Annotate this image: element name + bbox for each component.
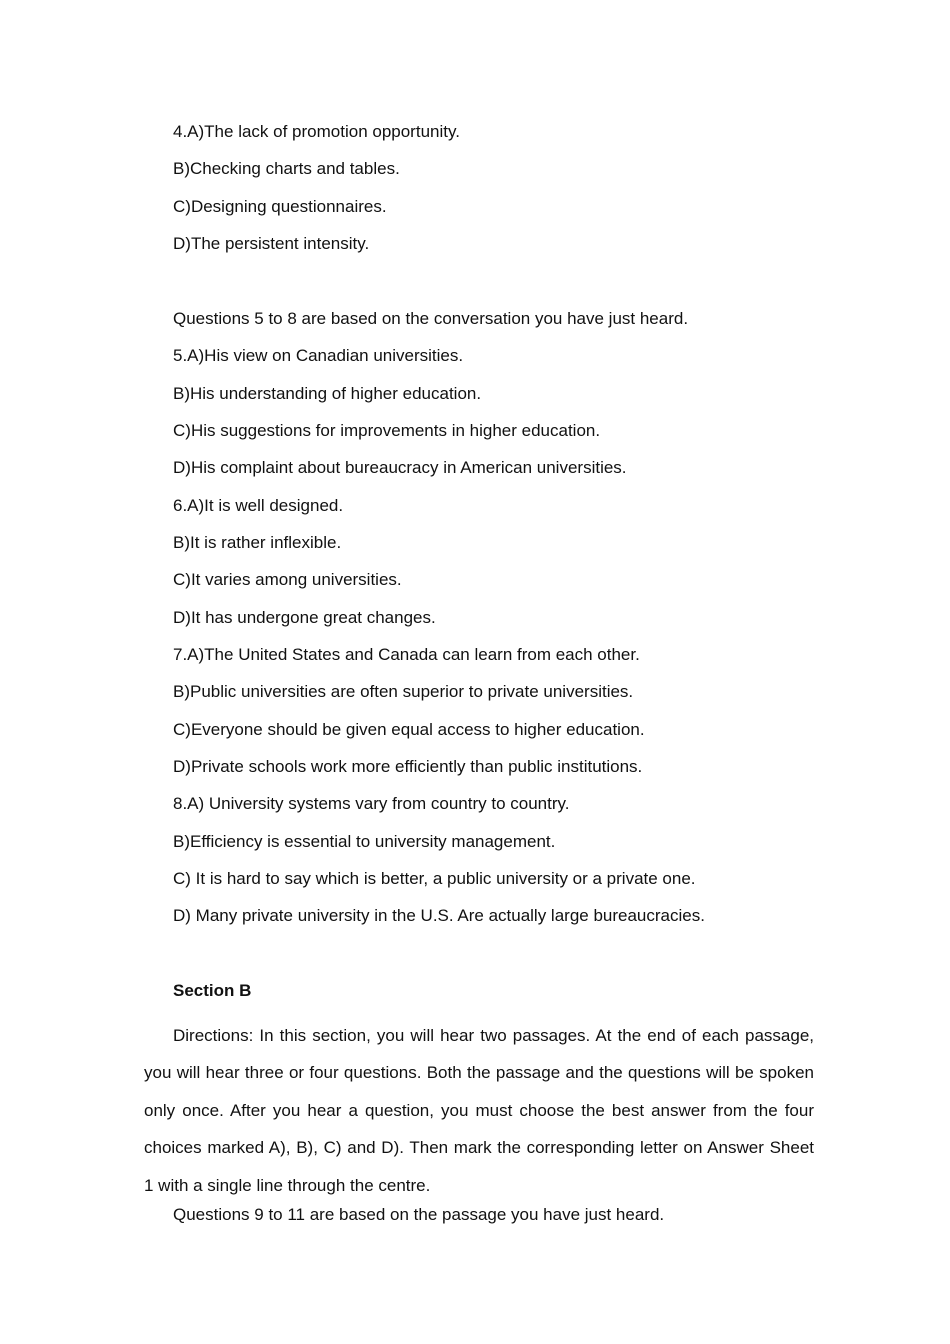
questions-5-8-intro: Questions 5 to 8 are based on the conversation you have just heard. <box>173 309 689 328</box>
q7-option-c: C)Everyone should be given equal access to higher education. <box>173 720 645 739</box>
section-b-heading: Section B <box>173 981 252 1000</box>
q5-option-d: D)His complaint about bureaucracy in American universities. <box>173 458 627 477</box>
q8-option-d: D) Many private university in the U.S. Are actually large bureaucracies. <box>173 906 705 925</box>
q4-option-d: D)The persistent intensity. <box>173 234 370 253</box>
q5-option-a: 5.A)His view on Canadian universities. <box>173 346 464 365</box>
q7-option-d: D)Private schools work more efficiently than public institutions. <box>173 757 643 776</box>
q7-option-a: 7.A)The United States and Canada can learn from each other. <box>173 645 640 664</box>
q8-option-c: C) It is hard to say which is better, a public university or a private one. <box>173 869 696 888</box>
q6-option-a: 6.A)It is well designed. <box>173 496 344 515</box>
q5-option-c: C)His suggestions for improvements in higher education. <box>173 421 601 440</box>
q4-option-b: B)Checking charts and tables. <box>173 159 400 178</box>
q4-option-c: C)Designing questionnaires. <box>173 197 387 216</box>
q6-option-b: B)It is rather inflexible. <box>173 533 342 552</box>
q7-option-b: B)Public universities are often superior to private universities. <box>173 682 634 701</box>
q6-option-c: C)It varies among universities. <box>173 570 402 589</box>
q5-option-b: B)His understanding of higher education. <box>173 384 482 403</box>
q8-option-a: 8.A) University systems vary from country to country. <box>173 794 570 813</box>
section-b-directions: Directions: In this section, you will hear two passages. At the end of each passage, you will hear three or four questions. Both the passage and the questions will be spoken only once. After you hear a question, you must choose the best answer from the four choices marked A), B), C) and D). Then mark the corresponding letter on Answer Sheet 1 with a single line through the centre. <box>144 1026 814 1195</box>
questions-9-11-intro: Questions 9 to 11 are based on the passage you have just heard. <box>173 1205 665 1224</box>
q8-option-b: B)Efficiency is essential to university management. <box>173 832 556 851</box>
q4-option-a: 4.A)The lack of promotion opportunity. <box>173 122 460 141</box>
q6-option-d: D)It has undergone great changes. <box>173 608 436 627</box>
